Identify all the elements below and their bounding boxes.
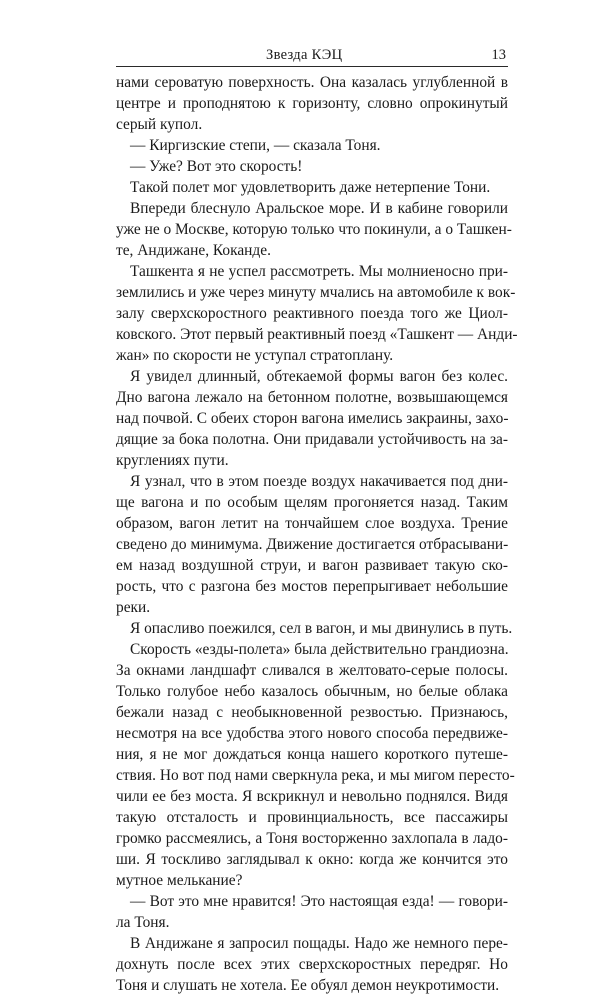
running-title: Звезда КЭЦ [266,47,343,63]
text-line: нами сероватую поверхность. Она казалась углубленной в [116,74,508,91]
text-line: дящие за бока полотна. Они придавали устойчивость на за- [116,431,508,448]
page-header [116,44,508,67]
text-line: образом, вагон летит на тончайшем слое воздуха. Трение [116,515,508,532]
text-line: Только голубое небо казалось обычным, но белые облака [116,683,508,700]
paragraph [116,177,508,198]
text-line: дохнуть после всех этих сверхскоростных передряг. Но [116,956,508,973]
text-line: уже не о Москве, которую только что покинули, а о Ташкен- [116,221,512,238]
text-line: Скорость «езды-полета» была действительно грандиозна. [130,641,509,658]
body-text [116,72,518,996]
text-line: Я увидел длинный, обтекаемой формы вагон без колес. [130,368,508,385]
paragraph [116,156,508,177]
text-line: Такой полет мог удовлетворить даже нетерпение Тони. [130,179,491,196]
text-line: Впереди блеснуло Аральское море. И в кабине говорили [130,200,508,217]
text-line: ния, я не мог дождаться конца нашего короткого путеше- [116,746,508,763]
page-number: 13 [491,47,506,63]
paragraph [116,72,508,135]
text-line: Тоня и слушать не хотела. Ее обуял демон неукротимости. [116,977,500,994]
text-line: — Вот это мне нравится! Это настоящая езда! — говори- [130,893,508,910]
text-line: громко рассмеялись, а Тоня восторженно захлопала в ладо- [116,830,508,847]
text-line: ковского. Этот первый реактивный поезд «Ташкент — Анди- [116,326,518,343]
text-line: мутное мелькание? [116,872,243,889]
text-line: За окнами ландшафт сливался в желтовато-серые полосы. [116,662,508,679]
text-line: серый купол. [116,116,203,133]
paragraph [116,261,518,366]
paragraph [116,639,515,891]
paragraph [116,891,508,933]
paragraph [116,135,508,156]
text-line: реки. [116,599,151,616]
text-line: бежали назад с необыкновенной резвостью. Признаюсь, [116,704,508,721]
paragraph [116,366,508,471]
paragraph [116,198,512,261]
text-line: ще вагона и по особым щелям прогоняется назад. Таким [116,494,508,511]
text-line: ствия. Но вот под нами сверкнула река, и мы мигом пересто- [116,767,515,784]
text-line: ши. Я тоскливо заглядывал к окно: когда же кончится это [116,851,508,868]
text-line: — Киргизские степи, — сказала Тоня. [130,137,381,154]
text-line: жан» по скорости не уступал стратоплану. [116,347,394,364]
text-line: круглениях пути. [116,452,229,469]
text-line: те, Андижане, Коканде. [116,242,271,259]
text-line: несмотря на все удобства этого нового способа передвиже- [116,725,508,742]
text-line: такую отсталость и провинциальность, все пассажиры [116,809,508,826]
text-line: землились и уже через минуту мчались на автомобиле к вок- [116,284,516,301]
text-line: Я опасливо поежился, сел в вагон, и мы двинулись в путь. [130,620,513,637]
paragraph [116,471,508,618]
paragraph [116,933,508,996]
text-line: рость, что с разгона без мостов перепрыгивает небольшие [116,578,508,595]
text-line: над почвой. С обеих сторон вагона имелись закраины, захо- [116,410,509,427]
text-line: сведено до минимума. Движение достигается отбрасывани- [116,536,509,553]
text-line: Дно вагона лежало на бетонном полотне, возвышающемся [116,389,508,406]
text-line: чили ее без моста. Я вскрикнул и невольно поднялся. Видя [116,788,508,805]
text-line: Я узнал, что в этом поезде воздух накачивается под дни- [130,473,508,490]
text-line: — Уже? Вот это скорость! [130,158,303,175]
text-line: ем назад воздушной струи, и вагон развивает такую ско- [116,557,508,574]
text-line: ла Тоня. [116,914,170,931]
text-line: Ташкента я не успел рассмотреть. Мы молниеносно при- [130,263,508,280]
text-line: В Андижане я запросил пощады. Надо же немного пере- [130,935,508,952]
text-line: центре и проподнятою к горизонту, словно опрокинутый [116,95,508,112]
paragraph [116,618,513,639]
text-line: залу сверхскоростного реактивного поезда того же Циол- [116,305,508,322]
